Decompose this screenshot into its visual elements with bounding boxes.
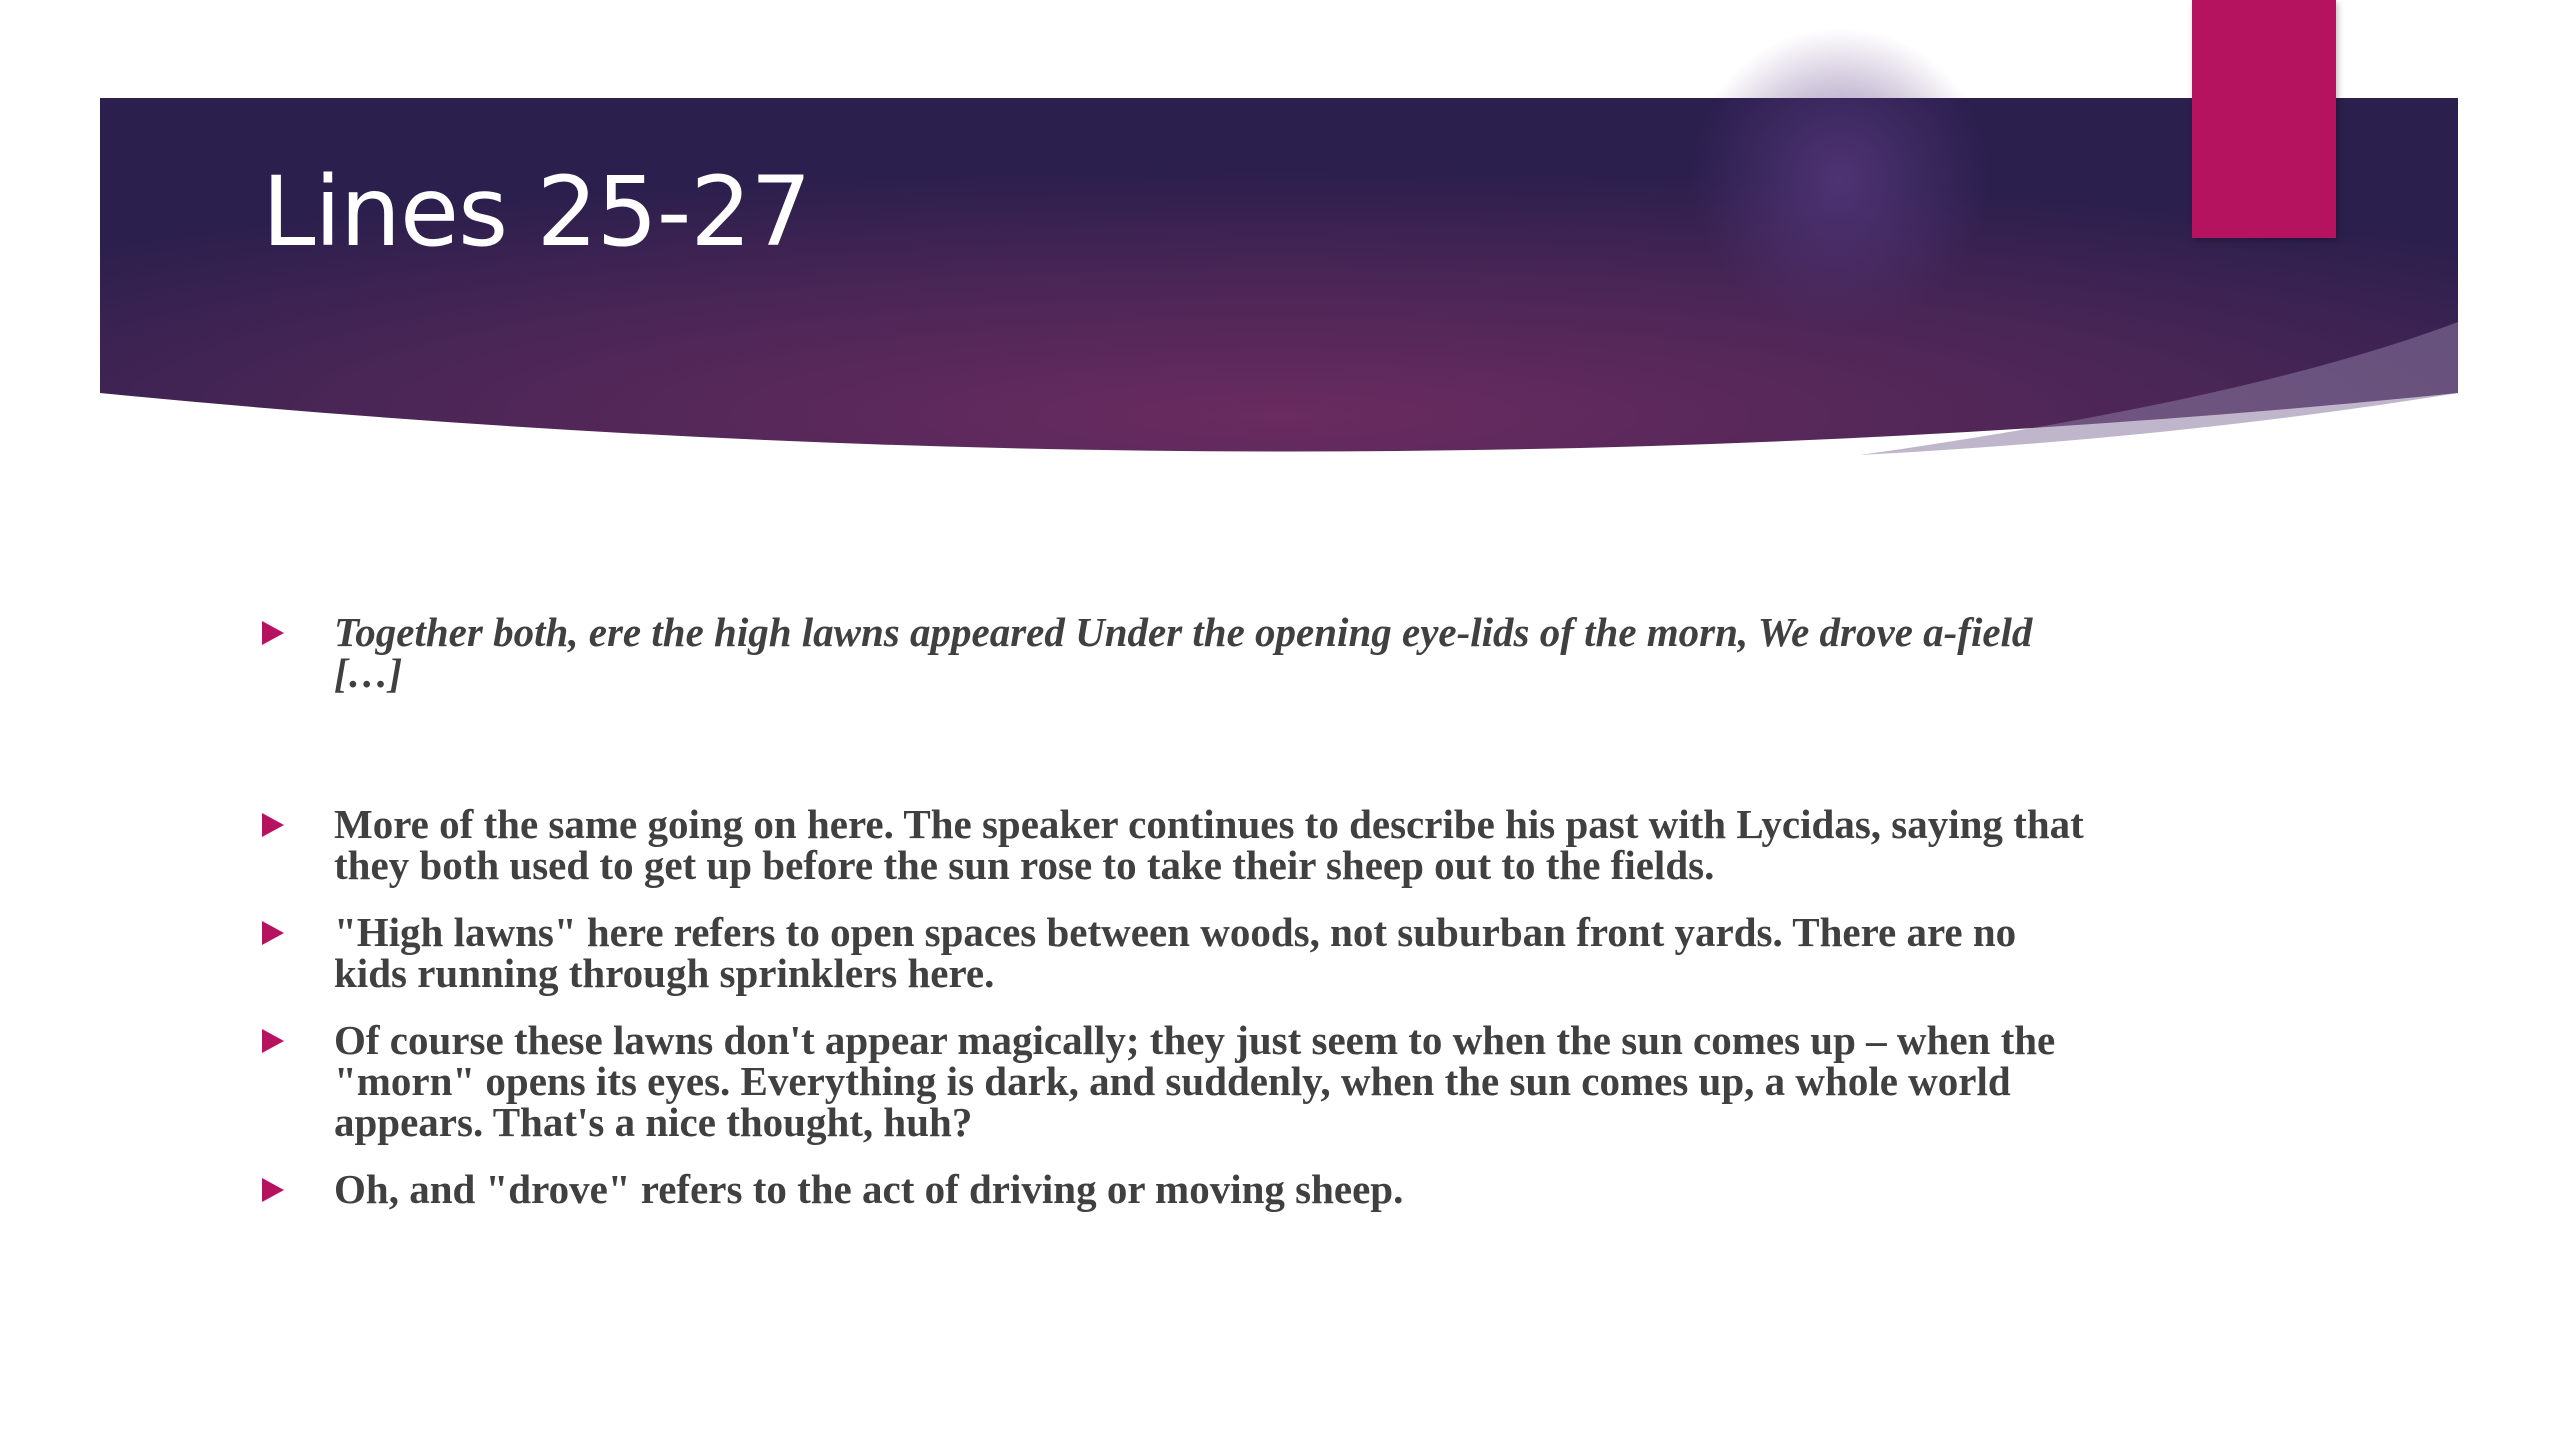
triangle-right-icon <box>262 1178 284 1202</box>
slide-title: Lines 25-27 <box>262 156 811 268</box>
bullet-list <box>262 609 2092 1236</box>
bullet-item <box>262 1017 2092 1145</box>
bullet-text: More of the same going on here. The speaker continues to describe his past with Lycidas, saying that they both used to get up before the sun rose to take their sheep out to the fields. <box>334 801 2084 888</box>
bullet-text: Together both, ere the high lawns appeared Under the opening eye-lids of the morn, We drove a-field […] <box>334 609 2033 696</box>
bullet-text: Oh, and "drove" refers to the act of driving or moving sheep. <box>334 1166 1404 1212</box>
bullet-item <box>262 1166 2092 1212</box>
triangle-right-icon <box>262 813 284 837</box>
accent-tab <box>2192 0 2336 238</box>
triangle-right-icon <box>262 621 284 645</box>
bullet-item <box>262 909 2092 996</box>
triangle-right-icon <box>262 1029 284 1053</box>
bullet-text: Of course these lawns don't appear magically; they just seem to when the sun comes up – when the "morn" opens its eyes. Everything is dark, and suddenly, when the sun comes up, a whole world appears. That's a nice thought, huh? <box>334 1017 2056 1145</box>
triangle-right-icon <box>262 921 284 945</box>
bullet-item <box>262 801 2092 888</box>
bullet-item <box>262 609 2092 696</box>
bullet-text: "High lawns" here refers to open spaces between woods, not suburban front yards. There are no kids running through sprinklers here. <box>334 909 2017 996</box>
